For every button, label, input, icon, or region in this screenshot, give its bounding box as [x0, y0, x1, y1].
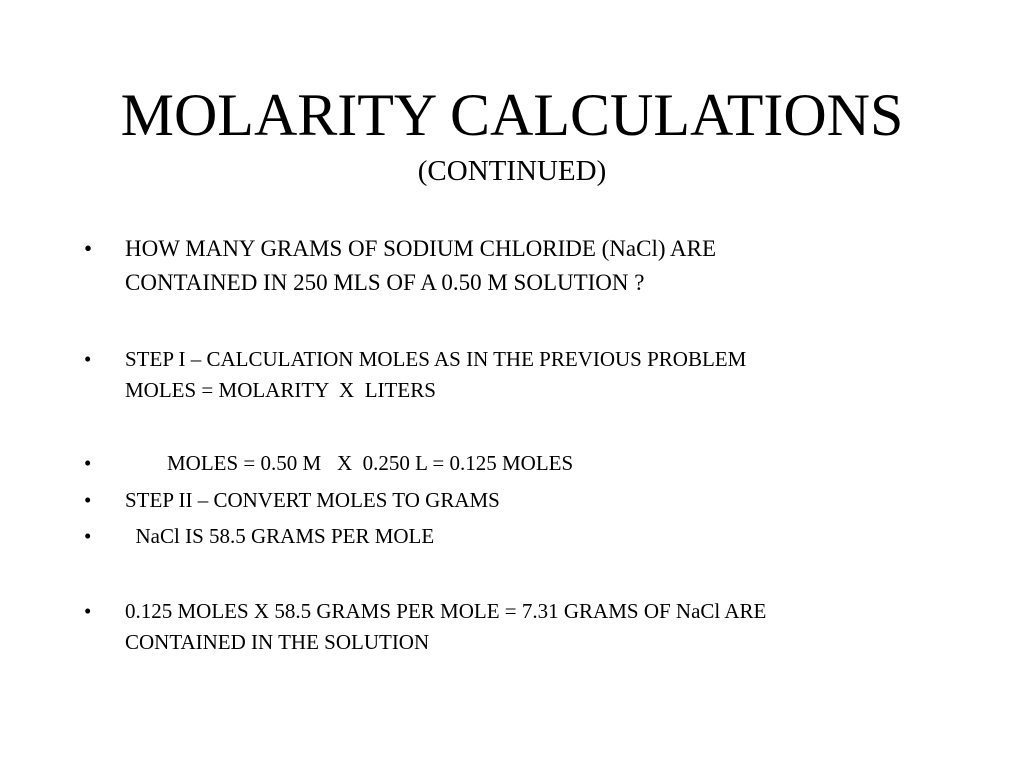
slide-subtitle: (CONTINUED) — [417, 155, 607, 187]
bullet-text — [125, 485, 945, 516]
bullet-line: CONTAINED IN THE SOLUTION — [125, 630, 430, 654]
bullet-text — [125, 521, 945, 552]
bullet-marker: • — [84, 347, 92, 371]
bullet-text — [125, 596, 945, 658]
bullet-line: CONTAINED IN 250 MLS OF A 0.50 M SOLUTION ? — [125, 270, 645, 295]
bullet-text — [125, 344, 945, 406]
bullet-marker: • — [84, 599, 92, 623]
bullet-marker: • — [84, 236, 93, 261]
bullet-marker: • — [84, 451, 92, 475]
bullet-line: MOLES = 0.50 M X 0.250 L = 0.125 MOLES — [125, 451, 574, 475]
bullet-marker: • — [84, 488, 92, 512]
slide-title: MOLARITY CALCULATIONS — [120, 82, 904, 148]
bullet-line: MOLES = MOLARITY X LITERS — [125, 378, 436, 402]
bullet-line: 0.125 MOLES X 58.5 GRAMS PER MOLE = 7.31 GRAMS OF NaCl ARE — [125, 599, 767, 623]
bullet-line: NaCl IS 58.5 GRAMS PER MOLE — [125, 524, 435, 548]
bullet-line: STEP I – CALCULATION MOLES AS IN THE PREVIOUS PROBLEM — [125, 347, 747, 371]
bullet-text — [125, 232, 945, 300]
bullet-line: STEP II – CONVERT MOLES TO GRAMS — [125, 488, 500, 512]
bullet-text — [125, 448, 945, 479]
bullet-marker: • — [84, 524, 92, 548]
bullet-line: HOW MANY GRAMS OF SODIUM CHLORIDE (NaCl) ARE — [125, 236, 716, 261]
